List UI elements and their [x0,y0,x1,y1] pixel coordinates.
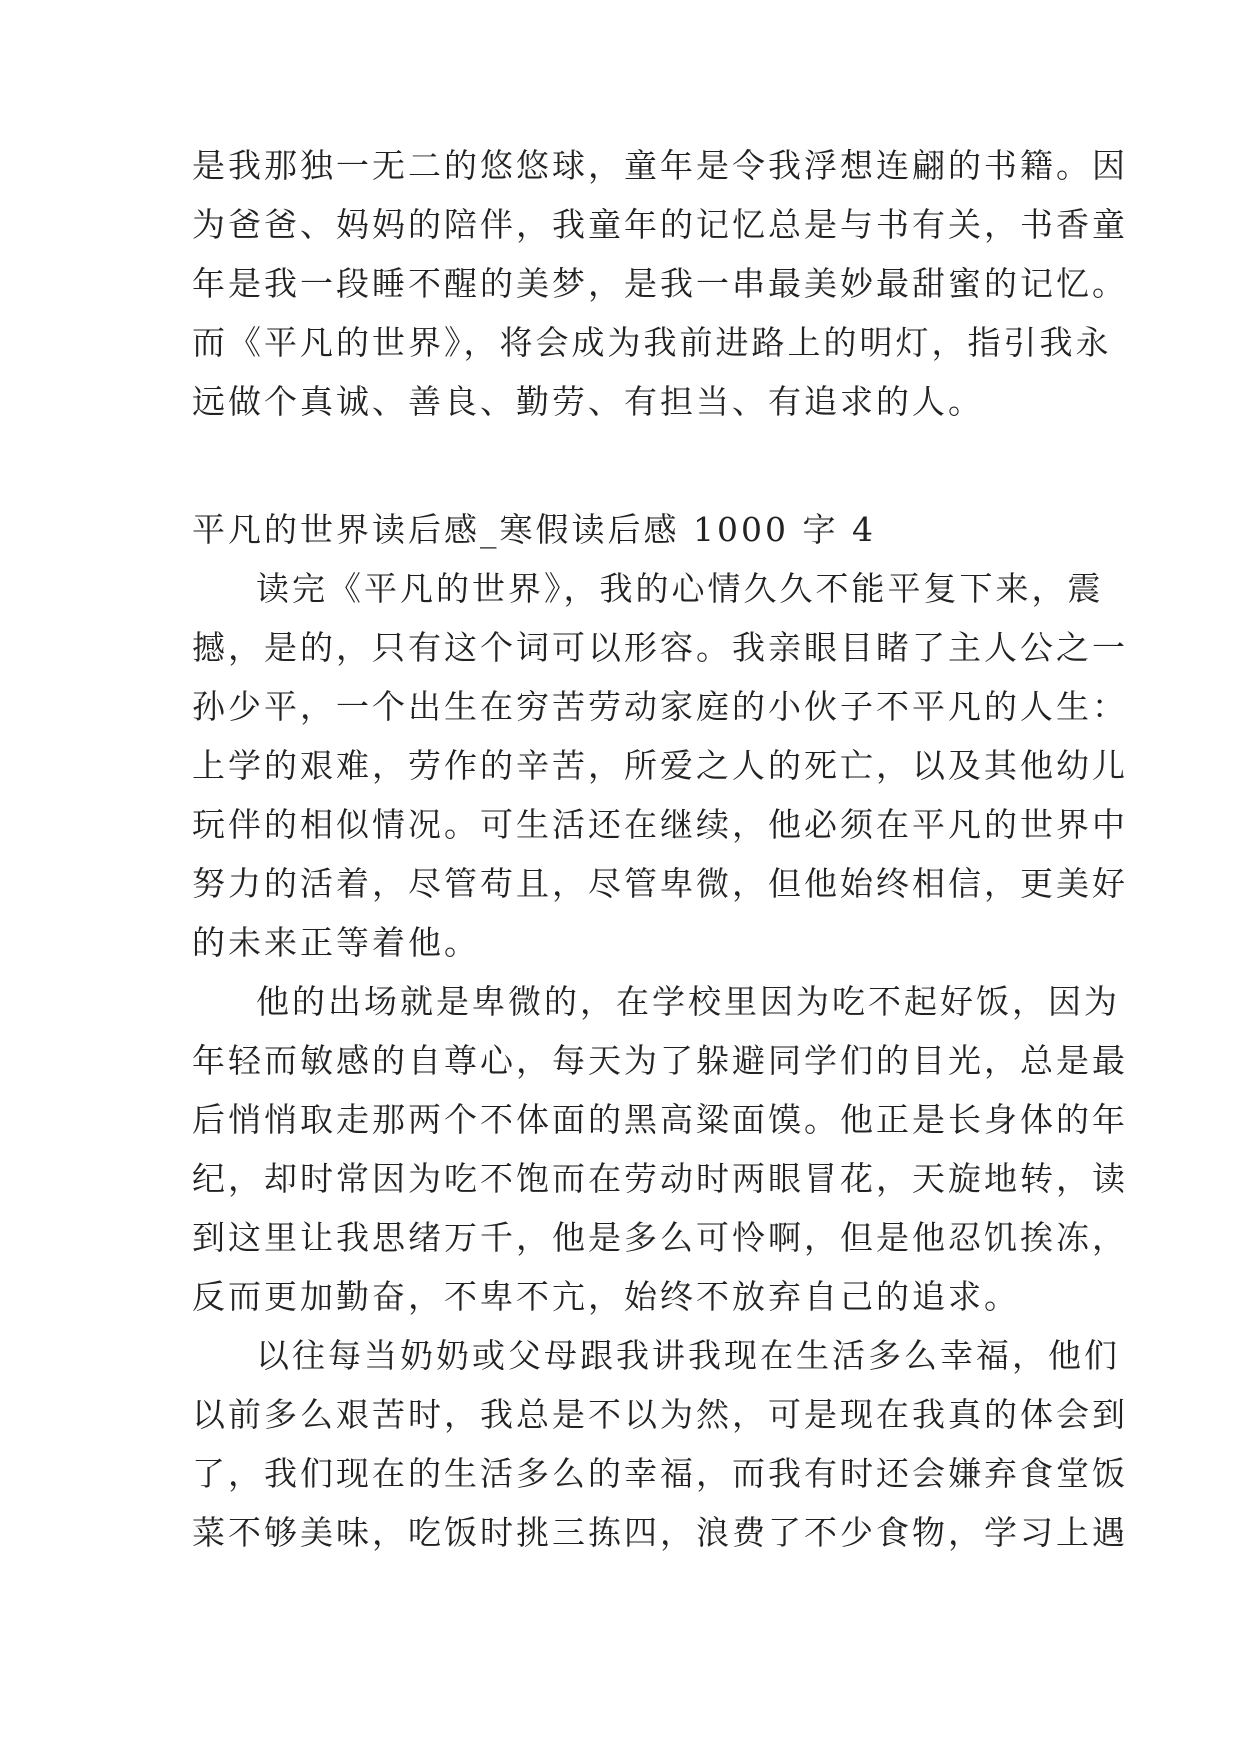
text-line: 后悄悄取走那两个不体面的黑高粱面馍。他正是长身体的年 [192,1100,1128,1139]
text-line: 了，我们现在的生活多么的幸福，而我有时还会嫌弃食堂饭 [192,1454,1128,1493]
text-line: 为爸爸、妈妈的陪伴，我童年的记忆总是与书有关，书香童 [192,205,1128,244]
text-line: 是我那独一无二的悠悠球，童年是令我浮想连翩的书籍。因 [192,146,1128,185]
text-line: 以往每当奶奶或父母跟我讲我现在生活多么幸福，他们 [256,1336,1120,1375]
text-line: 菜不够美味，吃饭时挑三拣四，浪费了不少食物，学习上遇 [192,1513,1128,1552]
text-line: 的未来正等着他。 [192,923,480,962]
text-line: 年轻而敏感的自尊心，每天为了躲避同学们的目光，总是最 [192,1041,1128,1080]
text-line: 努力的活着，尽管苟且，尽管卑微，但他始终相信，更美好 [192,864,1128,903]
text-line: 而《平凡的世界》，将会成为我前进路上的明灯，指引我永 [192,323,1112,362]
text-line: 到这里让我思绪万千，他是多么可怜啊，但是他忍饥挨冻， [192,1218,1128,1257]
text-line: 孙少平，一个出生在穷苦劳动家庭的小伙子不平凡的人生： [192,687,1128,726]
text-line: 读完《平凡的世界》，我的心情久久不能平复下来，震 [256,569,1104,608]
text-line: 他的出场就是卑微的，在学校里因为吃不起好饭，因为 [256,982,1120,1021]
text-line: 远做个真诚、善良、勤劳、有担当、有追求的人。 [192,382,984,421]
text-line: 撼，是的，只有这个词可以形容。我亲眼目睹了主人公之一 [192,628,1128,667]
text-line: 玩伴的相似情况。可生活还在继续，他必须在平凡的世界中 [192,805,1128,844]
text-line: 以前多么艰苦时，我总是不以为然，可是现在我真的体会到 [192,1395,1128,1434]
text-line: 反而更加勤奋，不卑不亢，始终不放弃自己的追求。 [192,1277,1020,1316]
text-line: 上学的艰难，劳作的辛苦，所爱之人的死亡，以及其他幼儿 [192,746,1128,785]
text-line: 年是我一段睡不醒的美梦，是我一串最美妙最甜蜜的记忆。 [192,264,1128,303]
text-line: 纪，却时常因为吃不饱而在劳动时两眼冒花，天旋地转，读 [192,1159,1128,1198]
section-title: 平凡的世界读后感_寒假读后感 1000 字 4 [192,510,876,549]
